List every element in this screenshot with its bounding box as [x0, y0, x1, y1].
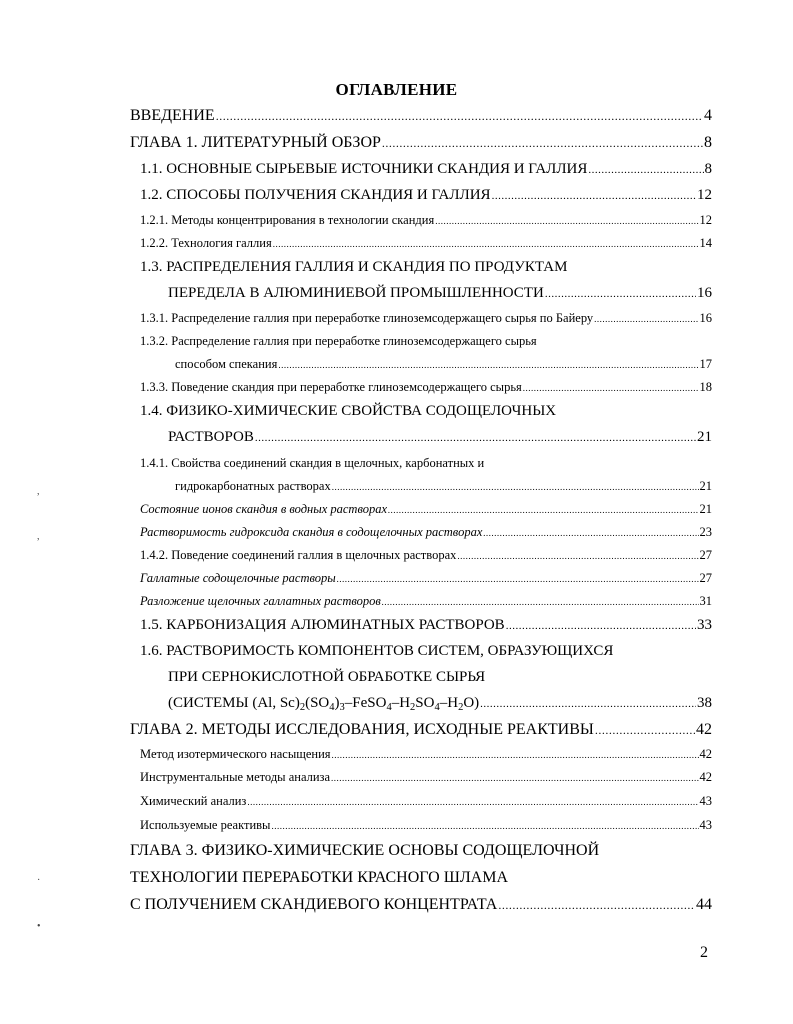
toc-entry-1-3-2: способом спекания ..... 17	[175, 357, 712, 372]
toc-entry-1-6-line2: ПРИ СЕРНОКИСЛОТНОЙ ОБРАБОТКЕ СЫРЬЯ	[168, 669, 486, 685]
toc-entry-chapter-3: С ПОЛУЧЕНИЕМ СКАНДИЕВОГО КОНЦЕНТРАТА ..... 44	[130, 896, 712, 914]
toc-entry-reagents: Используемые реактивы ..... 43	[140, 818, 712, 833]
toc-entry-instrumental: Инструментальные методы анализа ..... 42	[140, 770, 712, 785]
toc-entry-1-3-2-line1: 1.3.2. Распределение галлия при переработке глиноземсодержащего сырья	[140, 334, 537, 348]
toc-entry-gallate-decomposition: Разложение щелочных галлатных растворов ..... 31	[140, 594, 712, 609]
toc-entry-1-2-1: 1.2.1. Методы концентрирования в технологии скандия ..... 12	[140, 213, 712, 228]
toc-entry-1-4-2: 1.4.2. Поведение соединений галлия в щелочных растворах ..... 27	[140, 548, 712, 563]
toc-entry-1-1: 1.1. ОСНОВНЫЕ СЫРЬЕВЫЕ ИСТОЧНИКИ СКАНДИЯ И ГАЛЛИЯ ..... 8	[140, 161, 712, 178]
toc-entry-scandium-hydroxide: Растворимость гидроксида скандия в содощелочных растворах ..... 23	[140, 525, 712, 540]
toc-entry-1-6-line1: 1.6. РАСТВОРИМОСТЬ КОМПОНЕНТОВ СИСТЕМ, ОБРАЗУЮЩИХСЯ	[140, 643, 614, 659]
scan-speck: •	[37, 921, 41, 932]
page-number: 2	[700, 944, 708, 961]
toc-entry-introduction: ВВЕДЕНИЕ ..... 4	[130, 107, 712, 125]
toc-entry-gallate-solutions: Галлатные содощелочные растворы ..... 27	[140, 571, 712, 586]
system-formula: (СИСТЕМЫ (Al, $Sc)_2(SO_4)_3-FeSO_4-H_2SO_4-H_2O$)	[168, 695, 480, 713]
toc-entry-isothermal: Метод изотермического насыщения ..... 42	[140, 747, 712, 762]
toc-entry-1-2: 1.2. СПОСОБЫ ПОЛУЧЕНИЯ СКАНДИЯ И ГАЛЛИЯ ..... 12	[140, 187, 712, 204]
toc-entry-scandium-ions: Состояние ионов скандия в водных растворах ..... 21	[140, 502, 712, 517]
scan-speck: ·	[37, 875, 41, 886]
toc-entry-chapter-3-line1: ГЛАВА 3. ФИЗИКО-ХИМИЧЕСКИЕ ОСНОВЫ СОДОЩЕЛОЧНОЙ	[130, 842, 600, 859]
toc-entry-1-3-line1: 1.3. РАСПРЕДЕЛЕНИЯ ГАЛЛИЯ И СКАНДИЯ ПО ПРОДУКТАМ	[140, 259, 568, 275]
toc-entry-1-4-1-line1: 1.4.1. Свойства соединений скандия в щелочных, карбонатных и	[140, 456, 485, 470]
toc-entry-1-6: (СИСТЕМЫ (Al, $Sc)_2(SO_4)_3-FeSO_4-H_2SO_4-H_2O$) ..... 38	[168, 695, 712, 712]
toc-entry-1-4-1: гидрокарбонатных растворах ..... 21	[175, 479, 712, 494]
toc-entry-1-3: ПЕРЕДЕЛА В АЛЮМИНИЕВОЙ ПРОМЫШЛЕННОСТИ ..... 16	[168, 285, 712, 302]
toc-entry-1-4-line1: 1.4. ФИЗИКО-ХИМИЧЕСКИЕ СВОЙСТВА СОДОЩЕЛОЧНЫХ	[140, 403, 557, 419]
toc-title: ОГЛАВЛЕНИЕ	[335, 80, 458, 99]
scan-speck: ,	[37, 486, 40, 497]
scan-speck: ,	[37, 531, 40, 542]
toc-entry-chemical: Химический анализ ..... 43	[140, 794, 712, 809]
toc-entry-chapter-3-line2: ТЕХНОЛОГИИ ПЕРЕРАБОТКИ КРАСНОГО ШЛАМА	[130, 869, 509, 886]
toc-entry-1-3-1: 1.3.1. Распределение галлия при переработке глиноземсодержащего сырья по Байеру ..... 16	[140, 311, 712, 326]
toc-entry-1-4: РАСТВОРОВ ..... 21	[168, 429, 712, 446]
toc-entry-chapter-1: ГЛАВА 1. ЛИТЕРАТУРНЫЙ ОБЗОР ..... 8	[130, 134, 712, 152]
toc-entry-1-3-3: 1.3.3. Поведение скандия при переработке глиноземсодержащего сырья ..... 18	[140, 380, 712, 395]
toc-entry-1-2-2: 1.2.2. Технология галлия ..... 14	[140, 236, 712, 251]
toc-entry-1-5: 1.5. КАРБОНИЗАЦИЯ АЛЮМИНАТНЫХ РАСТВОРОВ ..... 33	[140, 617, 712, 634]
toc-entry-chapter-2: ГЛАВА 2. МЕТОДЫ ИССЛЕДОВАНИЯ, ИСХОДНЫЕ РЕАКТИВЫ ..... 42	[130, 721, 712, 739]
